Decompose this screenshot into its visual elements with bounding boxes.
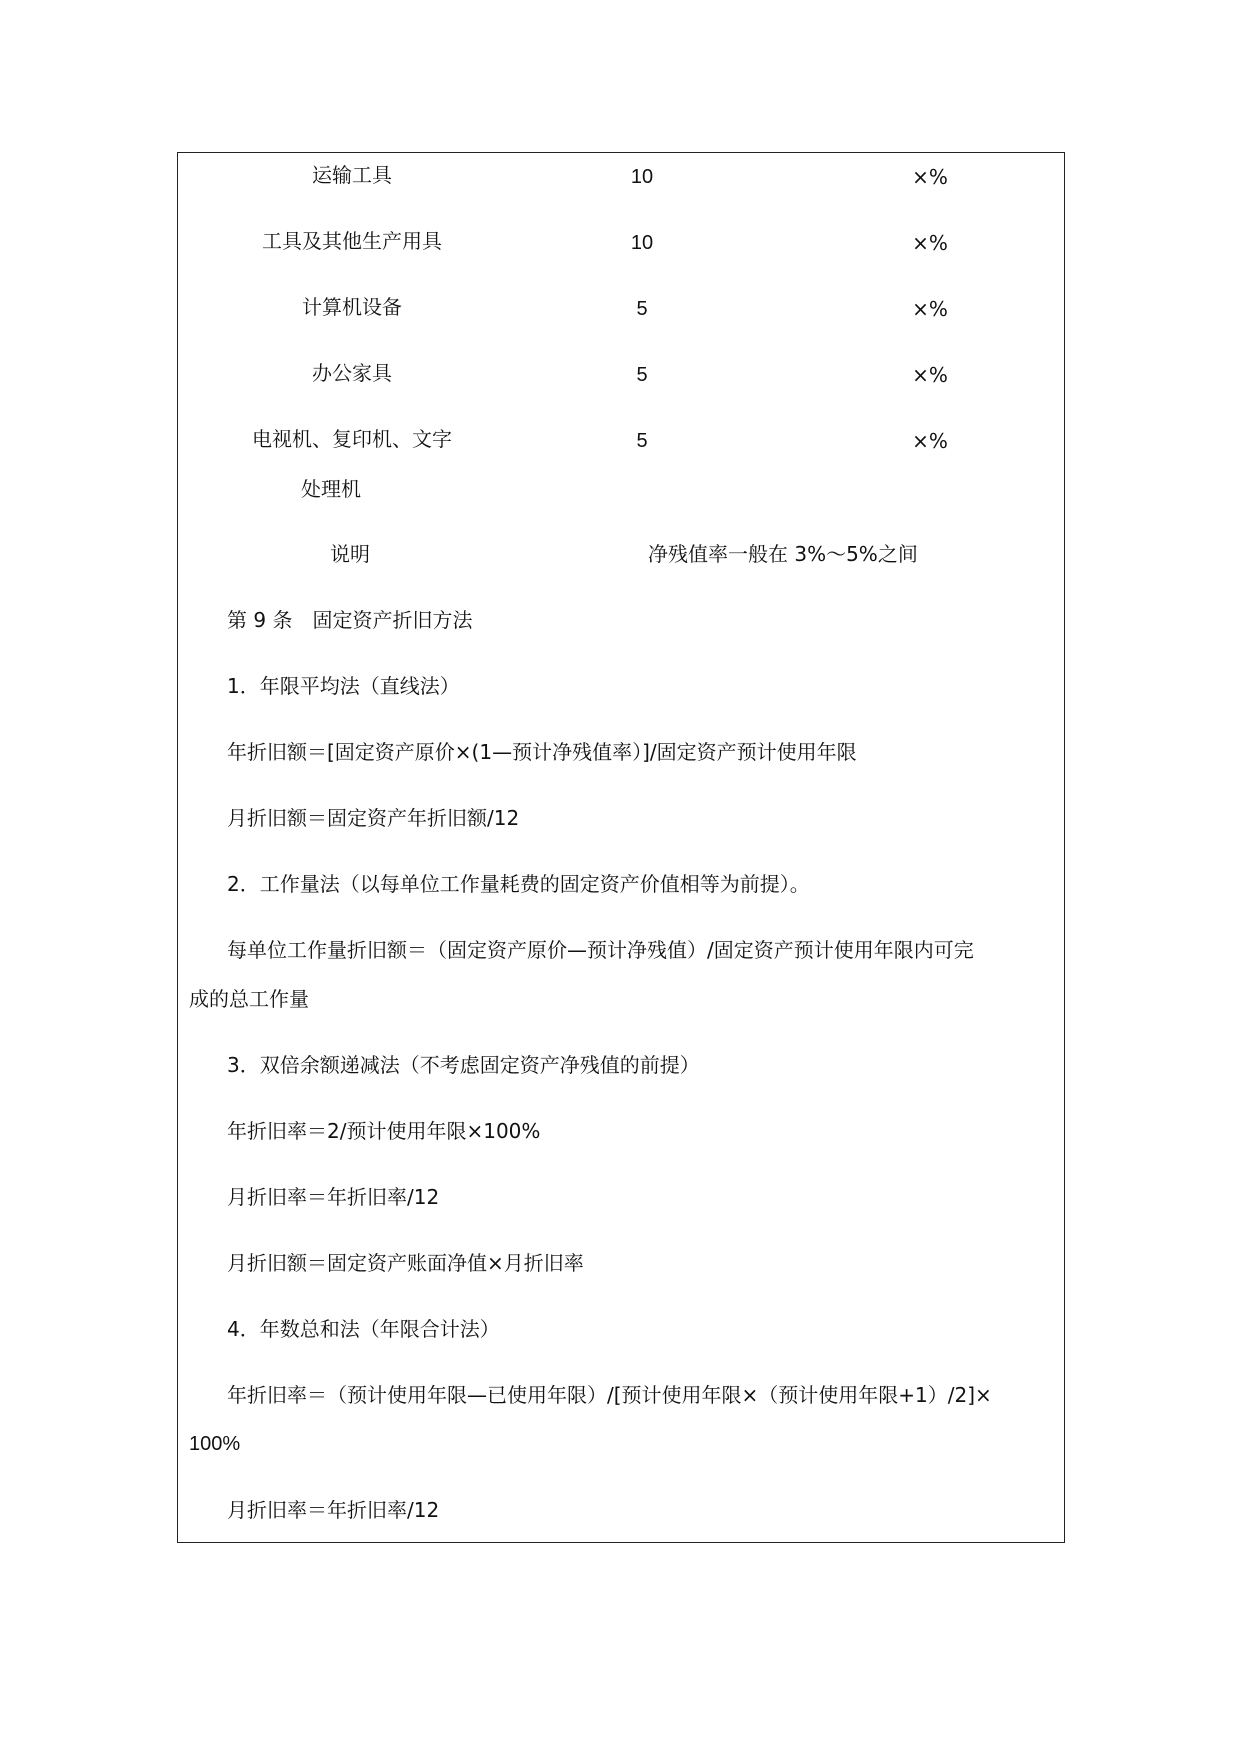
formula-line: 月折旧率＝年折旧率/12 [227,1498,440,1522]
formula-line: 月折旧率＝年折旧率/12 [227,1185,440,1209]
row-years: 5 [636,298,648,320]
row-years: 5 [636,364,648,386]
row-category: 计算机设备 [302,295,402,319]
row-rate: ×% [912,429,948,453]
formula-line: 月折旧额＝固定资产年折旧额/12 [227,806,520,830]
formula-line: 月折旧额＝固定资产账面净值×月折旧率 [227,1251,584,1275]
formula-line: 100% [189,1433,241,1455]
row-category: 办公家具 [312,361,392,385]
formula-line: 年折旧率＝（预计使用年限—已使用年限）/[预计使用年限×（预计使用年限+1）/2]× [227,1383,992,1407]
row-rate: ×% [912,297,948,321]
formula-line: 年折旧率＝2/预计使用年限×100% [227,1119,541,1143]
row-rate: ×% [912,231,948,255]
note-label: 说明 [330,542,370,566]
row-years: 10 [630,232,654,254]
formula-line: 每单位工作量折旧额＝（固定资产原价—预计净残值）/固定资产预计使用年限内可完 [227,938,974,962]
method-heading: 3．双倍余额递减法（不考虑固定资产净残值的前提） [227,1053,700,1077]
article-title: 第 9 条 固定资产折旧方法 [227,608,473,632]
method-heading: 1．年限平均法（直线法） [227,674,460,698]
formula-line: 成的总工作量 [189,987,309,1011]
method-heading: 2．工作量法（以每单位工作量耗费的固定资产价值相等为前提）。 [227,872,810,896]
method-heading: 4．年数总和法（年限合计法） [227,1317,500,1341]
note-text: 净残值率一般在 3%～5%之间 [648,542,918,566]
row-category: 工具及其他生产用具 [262,229,442,253]
row-rate: ×% [912,363,948,387]
row-category: 运输工具 [312,163,392,187]
row-years: 5 [636,430,648,452]
formula-line: 年折旧额＝[固定资产原价×(1—预计净残值率）]/固定资产预计使用年限 [227,740,857,764]
row-category-line1: 电视机、复印机、文字 [252,427,452,451]
row-years: 10 [630,166,654,188]
row-rate: ×% [912,165,948,189]
row-category-line2: 处理机 [301,477,361,501]
